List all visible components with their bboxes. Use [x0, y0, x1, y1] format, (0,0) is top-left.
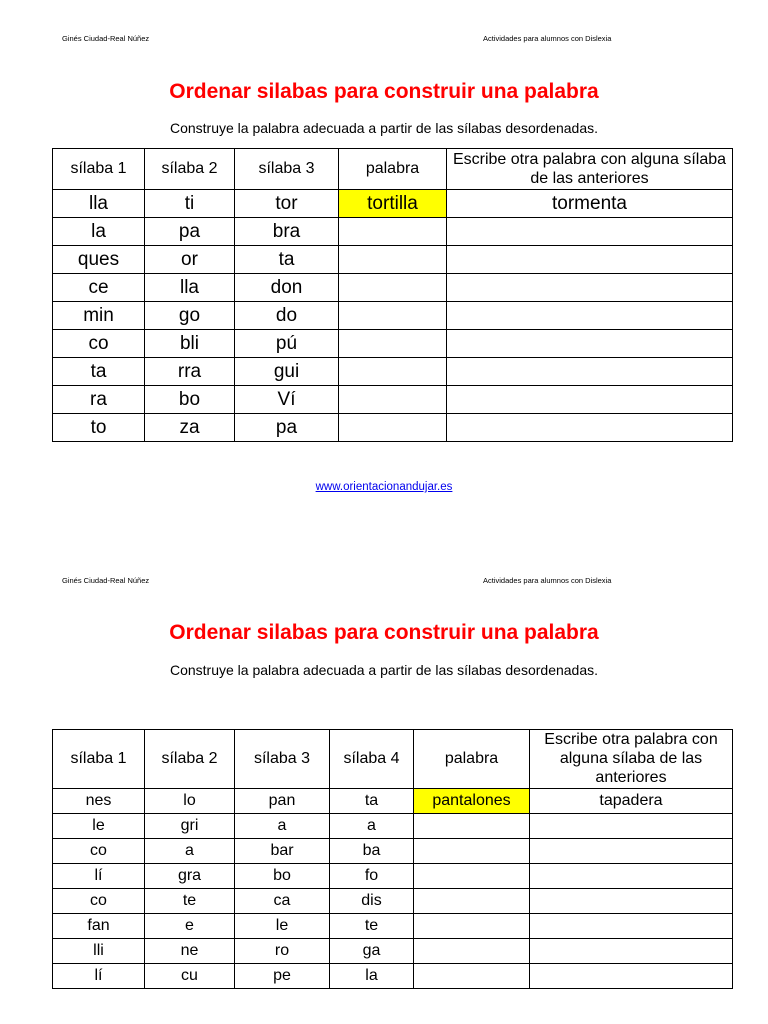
sheet2-instruction: Construye la palabra adecuada a partir de las sílabas desordenadas. — [169, 662, 599, 678]
syllable-cell: lla — [145, 274, 235, 302]
syllable-cell: ti — [145, 190, 235, 218]
syllable-cell: pa — [145, 218, 235, 246]
column-header: Escribe otra palabra con alguna sílaba de las anteriores — [530, 730, 733, 789]
other-word-cell[interactable] — [447, 246, 733, 274]
column-header: Escribe otra palabra con alguna sílaba de las anteriores — [447, 149, 733, 190]
other-word-cell[interactable] — [447, 302, 733, 330]
syllable-cell: ta — [53, 358, 145, 386]
other-word-cell[interactable] — [447, 358, 733, 386]
other-word-cell[interactable] — [447, 274, 733, 302]
column-header: palabra — [414, 730, 530, 789]
sheet1-title: Ordenar silabas para construir una palabra — [169, 80, 599, 103]
syllable-cell: co — [53, 888, 145, 913]
syllable-cell: co — [53, 838, 145, 863]
syllable-cell: lla — [53, 190, 145, 218]
other-word-cell[interactable] — [447, 218, 733, 246]
other-word-cell[interactable] — [530, 938, 733, 963]
syllable-cell: le — [235, 913, 330, 938]
syllable-cell: e — [145, 913, 235, 938]
syllable-cell: tor — [235, 190, 339, 218]
syllable-cell: bra — [235, 218, 339, 246]
syllable-cell: la — [330, 963, 414, 988]
syllable-cell: don — [235, 274, 339, 302]
syllable-cell: co — [53, 330, 145, 358]
header-topic: Actividades para alumnos con Dislexia — [483, 34, 612, 43]
syllable-cell: te — [330, 913, 414, 938]
syllable-cell: or — [145, 246, 235, 274]
syllable-cell: ro — [235, 938, 330, 963]
other-word-cell[interactable] — [530, 913, 733, 938]
other-word-cell[interactable] — [447, 414, 733, 442]
word-cell[interactable] — [339, 302, 447, 330]
other-word-cell[interactable] — [447, 386, 733, 414]
column-header: sílaba 2 — [145, 730, 235, 789]
syllable-cell: pan — [235, 788, 330, 813]
word-cell[interactable] — [339, 330, 447, 358]
table-row — [53, 330, 733, 358]
syllable-cell: ba — [330, 838, 414, 863]
word-cell[interactable] — [414, 938, 530, 963]
column-header: sílaba 4 — [330, 730, 414, 789]
table-row — [53, 963, 733, 988]
syllable-cell: to — [53, 414, 145, 442]
syllable-cell: te — [145, 888, 235, 913]
syllable-cell: Ví — [235, 386, 339, 414]
table-row — [53, 938, 733, 963]
syllable-cell: pa — [235, 414, 339, 442]
table-header-row — [53, 730, 733, 789]
syllable-cell: ta — [330, 788, 414, 813]
table-row — [53, 863, 733, 888]
syllable-cell: rra — [145, 358, 235, 386]
word-cell[interactable] — [414, 913, 530, 938]
column-header: sílaba 3 — [235, 149, 339, 190]
syllable-cell: dis — [330, 888, 414, 913]
syllable-cell: min — [53, 302, 145, 330]
syllable-cell: fan — [53, 913, 145, 938]
sheet2-table — [52, 729, 733, 989]
word-cell[interactable] — [414, 888, 530, 913]
website-link[interactable]: www.orientacionandujar.es — [315, 481, 453, 493]
column-header: sílaba 1 — [53, 730, 145, 789]
syllable-cell: bli — [145, 330, 235, 358]
table-row — [53, 838, 733, 863]
syllable-cell: le — [53, 813, 145, 838]
word-cell[interactable] — [339, 218, 447, 246]
other-word-cell[interactable]: tormenta — [447, 190, 733, 218]
word-cell[interactable] — [339, 414, 447, 442]
syllable-cell: ra — [53, 386, 145, 414]
column-header: palabra — [339, 149, 447, 190]
table-row — [53, 386, 733, 414]
syllable-cell: za — [145, 414, 235, 442]
word-cell[interactable] — [414, 838, 530, 863]
word-cell[interactable] — [339, 358, 447, 386]
syllable-cell: lo — [145, 788, 235, 813]
table-row — [53, 888, 733, 913]
syllable-cell: ca — [235, 888, 330, 913]
header-topic: Actividades para alumnos con Dislexia — [483, 576, 612, 585]
word-cell[interactable] — [414, 963, 530, 988]
other-word-cell[interactable] — [530, 963, 733, 988]
table-row — [53, 358, 733, 386]
column-header: sílaba 1 — [53, 149, 145, 190]
table-row — [53, 813, 733, 838]
other-word-cell[interactable] — [530, 838, 733, 863]
word-cell[interactable] — [339, 386, 447, 414]
syllable-cell: lí — [53, 863, 145, 888]
other-word-cell[interactable] — [447, 330, 733, 358]
table-row — [53, 218, 733, 246]
column-header: sílaba 3 — [235, 730, 330, 789]
syllable-cell: do — [235, 302, 339, 330]
other-word-cell[interactable]: tapadera — [530, 788, 733, 813]
syllable-cell: pú — [235, 330, 339, 358]
syllable-cell: gra — [145, 863, 235, 888]
table-row — [53, 913, 733, 938]
table-row — [53, 190, 733, 218]
word-cell[interactable] — [339, 274, 447, 302]
word-cell[interactable] — [414, 813, 530, 838]
syllable-cell: nes — [53, 788, 145, 813]
syllable-cell: bo — [145, 386, 235, 414]
other-word-cell[interactable] — [530, 888, 733, 913]
other-word-cell[interactable] — [530, 863, 733, 888]
syllable-cell: pe — [235, 963, 330, 988]
table-header-row — [53, 149, 733, 190]
word-cell[interactable]: pantalones — [414, 788, 530, 813]
other-word-cell[interactable] — [530, 813, 733, 838]
header-author: Ginés Ciudad-Real Núñez — [62, 576, 150, 585]
sheet1-table — [52, 148, 733, 442]
table-row — [53, 302, 733, 330]
sheet1-instruction: Construye la palabra adecuada a partir de las sílabas desordenadas. — [169, 120, 599, 136]
word-cell[interactable] — [339, 246, 447, 274]
table-row — [53, 414, 733, 442]
column-header: sílaba 2 — [145, 149, 235, 190]
syllable-cell: a — [235, 813, 330, 838]
syllable-cell: ne — [145, 938, 235, 963]
syllable-cell: ga — [330, 938, 414, 963]
word-cell[interactable] — [414, 863, 530, 888]
syllable-cell: fo — [330, 863, 414, 888]
syllable-cell: ce — [53, 274, 145, 302]
syllable-cell: lli — [53, 938, 145, 963]
syllable-cell: bar — [235, 838, 330, 863]
sheet2-title: Ordenar silabas para construir una palabra — [169, 621, 599, 644]
syllable-cell: a — [330, 813, 414, 838]
syllable-cell: gui — [235, 358, 339, 386]
syllable-cell: go — [145, 302, 235, 330]
word-cell[interactable]: tortilla — [339, 190, 447, 218]
table-row — [53, 246, 733, 274]
syllable-cell: lí — [53, 963, 145, 988]
header-author: Ginés Ciudad-Real Núñez — [62, 34, 150, 43]
syllable-cell: ta — [235, 246, 339, 274]
syllable-cell: a — [145, 838, 235, 863]
table-row — [53, 788, 733, 813]
syllable-cell: la — [53, 218, 145, 246]
syllable-cell: bo — [235, 863, 330, 888]
syllable-cell: ques — [53, 246, 145, 274]
syllable-cell: gri — [145, 813, 235, 838]
syllable-cell: cu — [145, 963, 235, 988]
table-row — [53, 274, 733, 302]
